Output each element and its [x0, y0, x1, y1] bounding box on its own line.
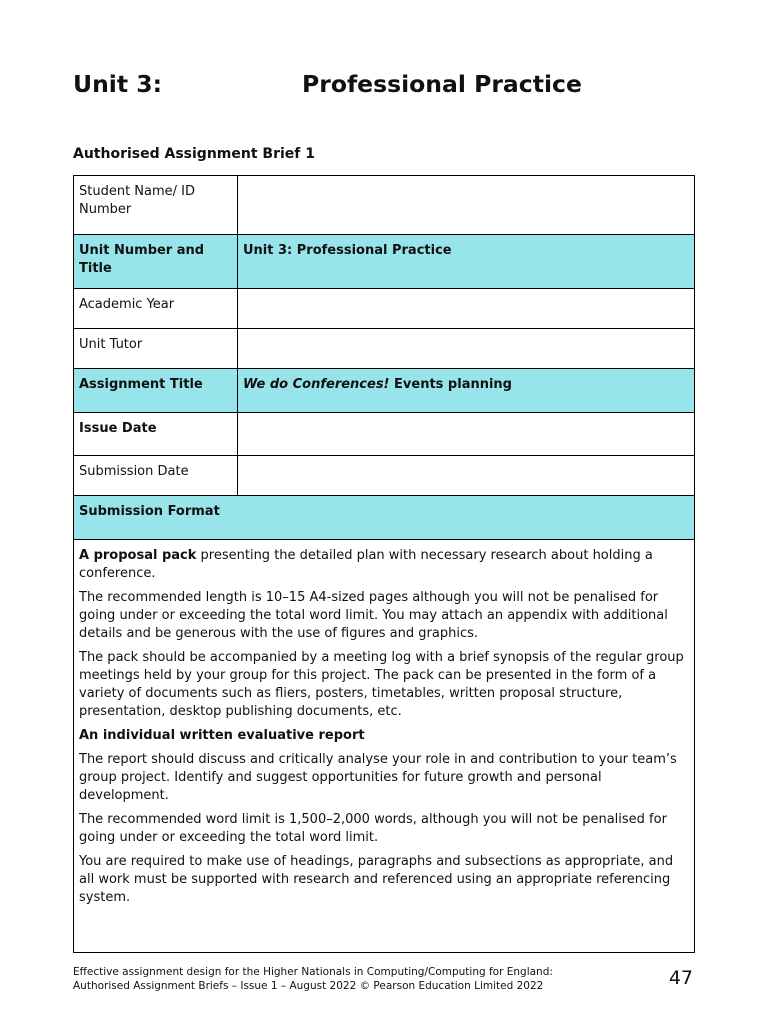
assignment-value-rest: Events planning [389, 377, 512, 392]
submission-format-label: Submission Format [74, 496, 695, 540]
footer-line-2: Authorised Assignment Briefs – Issue 1 – August 2022 © Pearson Education Limited 2022 [73, 980, 544, 992]
assignment-value-italic: We do Conferences! [243, 377, 390, 392]
row-assignment [74, 369, 695, 413]
issue-value [238, 413, 695, 456]
student-value [238, 176, 695, 235]
row-issue [74, 413, 695, 456]
row-submission-date [74, 456, 695, 496]
format-paragraph-1-rest: presenting the detailed plan with necessary research about holding a conference. [79, 548, 653, 581]
page-number: 47 [668, 967, 693, 989]
unit-label: Unit Number and Title [74, 235, 238, 289]
row-year [74, 289, 695, 329]
tutor-label: Unit Tutor [74, 329, 238, 369]
year-label: Academic Year [74, 289, 238, 329]
submission-date-label: Submission Date [74, 456, 238, 496]
submission-date-value [238, 456, 695, 496]
brief-title: Authorised Assignment Brief 1 [73, 146, 315, 162]
row-unit [74, 235, 695, 289]
format-paragraph-6: The recommended word limit is 1,500–2,000 words, although you will not be penalised for going under or exceeding the total word limit. [79, 812, 667, 845]
row-tutor [74, 329, 695, 369]
row-format-body [74, 540, 695, 953]
assignment-brief-table [73, 175, 695, 953]
row-format-heading [74, 496, 695, 540]
footer-line-1: Effective assignment design for the Higher Nationals in Computing/Computing for England: [73, 966, 553, 978]
unit-value: Unit 3: Professional Practice [238, 235, 695, 289]
format-paragraph-4-heading: An individual written evaluative report [79, 728, 365, 743]
footer [73, 965, 613, 993]
assignment-label: Assignment Title [74, 369, 238, 413]
format-paragraph-7: You are required to make use of headings, paragraphs and subsections as appropriate, and all work must be supported with research and referenced using an appropriate referencing system. [79, 854, 674, 905]
assignment-value [238, 369, 695, 413]
unit-number: Unit 3: [73, 70, 163, 98]
unit-name: Professional Practice [302, 70, 582, 98]
year-value [238, 289, 695, 329]
format-paragraph-2: The recommended length is 10–15 A4-sized pages although you will not be penalised for going under or exceeding the total word limit. You may attach an appendix with additional details and be generous with the use of figures and graphics. [79, 590, 668, 641]
tutor-value [238, 329, 695, 369]
student-label: Student Name/ ID Number [74, 176, 238, 235]
format-paragraph-1 [79, 547, 689, 583]
format-paragraph-3: The pack should be accompanied by a meeting log with a brief synopsis of the regular group meetings held by your group for this project. The pack can be presented in the form of a variety of documents such as fliers, posters, timetables, written proposal structure, presentation, desktop publishing documents, etc. [79, 650, 684, 719]
format-paragraph-5: The report should discuss and critically analyse your role in and contribution to your team’s group project. Identify and suggest opportunities for future growth and personal development. [79, 752, 677, 803]
row-student [74, 176, 695, 235]
format-paragraph-1-bold: A proposal pack [79, 548, 197, 563]
unit-title [73, 70, 693, 102]
submission-format-body [74, 540, 695, 953]
issue-label: Issue Date [74, 413, 238, 456]
